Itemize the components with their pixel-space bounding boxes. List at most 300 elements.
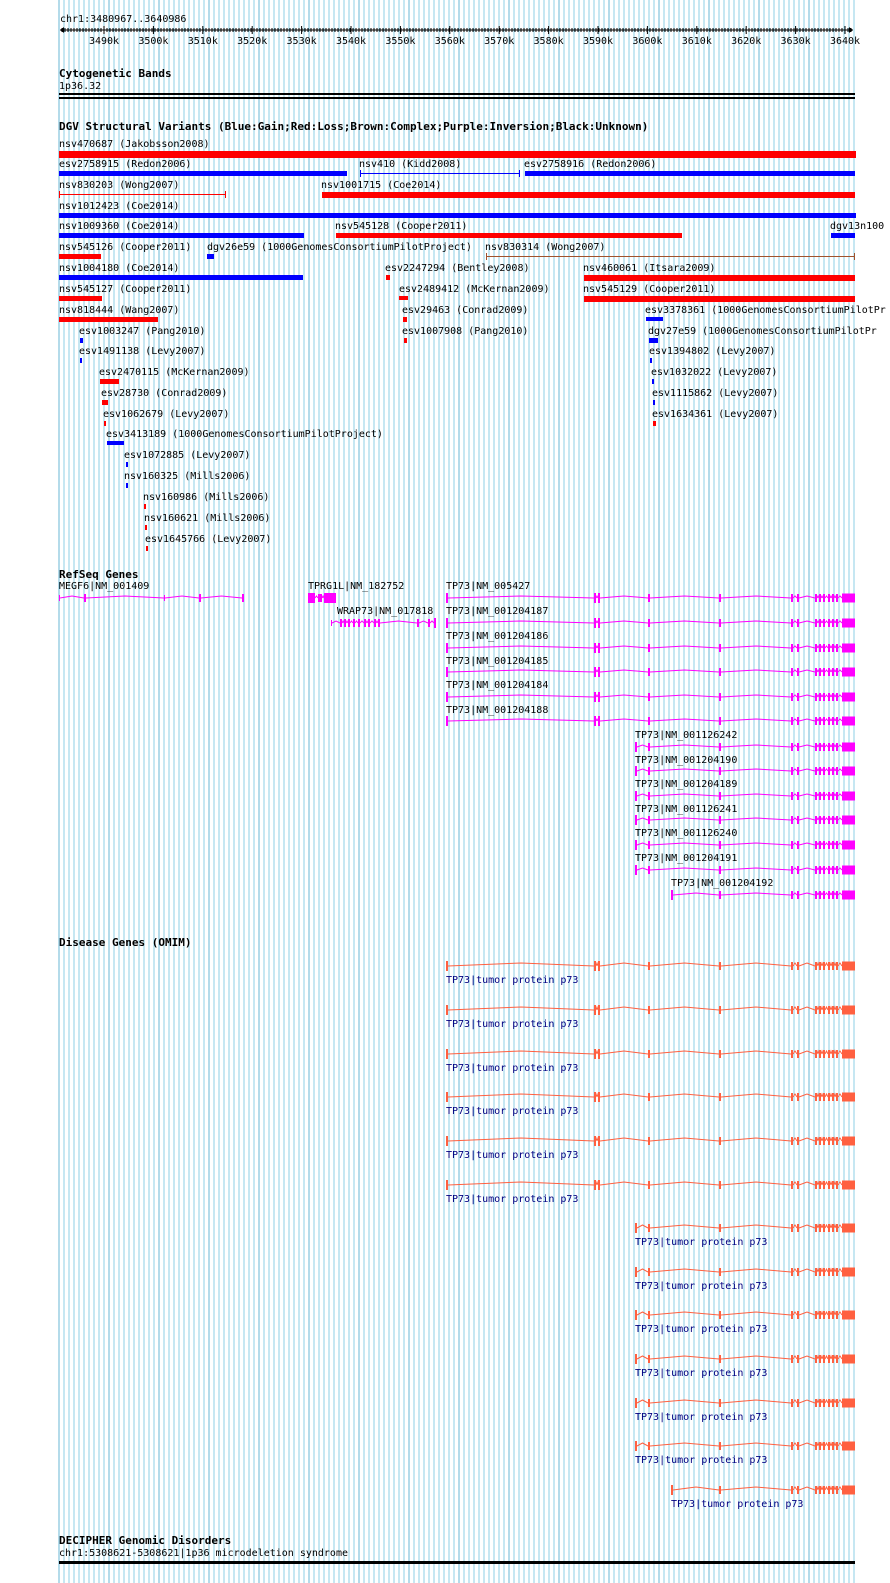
gene-exon — [815, 1355, 817, 1363]
gene-exon — [815, 1399, 817, 1407]
gene-exon — [797, 1442, 799, 1450]
gene-exon — [340, 619, 342, 627]
gene-exon — [828, 816, 830, 824]
refseq-gene-label: TP73|NM_001204191 — [635, 853, 738, 864]
omim-track-title: Disease Genes (OMIM) — [59, 936, 192, 949]
refseq-gene-model[interactable] — [444, 714, 857, 728]
gene-exon — [446, 667, 448, 677]
dgv-variant-label: nsv830314 (Wong2007) — [485, 242, 606, 253]
gene-exon — [598, 1049, 600, 1059]
gene-exon — [832, 1399, 834, 1407]
omim-gene-label: TP73|tumor protein p73 — [635, 1412, 768, 1423]
refseq-gene-label: TP73|NM_001204186 — [446, 631, 549, 642]
dgv-variant-label: esv1645766 (Levy2007) — [145, 534, 272, 545]
gene-exon — [797, 743, 799, 751]
gene-exon — [842, 1311, 855, 1320]
gene-exon — [348, 619, 350, 627]
refseq-gene-label: TP73|NM_001204192 — [671, 878, 774, 889]
omim-gene-model[interactable] — [444, 1090, 857, 1104]
ruler-range-label: chr1:3480967..3640986 — [60, 14, 187, 25]
dgv-variant-bar[interactable] — [104, 421, 106, 426]
gene-exon — [446, 1180, 448, 1190]
omim-gene-model[interactable] — [633, 1439, 857, 1453]
gene-exon — [719, 1355, 721, 1363]
gene-exon — [797, 1486, 799, 1494]
gene-exon — [823, 1006, 825, 1014]
refseq-gene-model[interactable] — [444, 591, 857, 605]
gene-exon — [832, 1311, 834, 1319]
dgv-variant-bar[interactable] — [207, 254, 214, 259]
dgv-variant-cap — [59, 191, 60, 198]
dgv-variant-bar[interactable] — [59, 254, 101, 259]
dgv-variant-bar[interactable] — [831, 233, 855, 238]
gene-exon — [635, 815, 637, 825]
gene-exon — [828, 1399, 830, 1407]
dgv-variant-bar[interactable] — [653, 421, 656, 426]
dgv-variant-bar[interactable] — [486, 256, 855, 257]
refseq-gene-model[interactable] — [306, 591, 338, 605]
dgv-variant-bar[interactable] — [646, 317, 663, 321]
omim-gene-model[interactable] — [633, 1396, 857, 1410]
ruler-tick-label: 3640k — [829, 36, 861, 47]
gene-exon — [791, 619, 793, 627]
gene-exon — [828, 1355, 830, 1363]
refseq-gene-model[interactable] — [669, 888, 857, 902]
gene-exon — [836, 1399, 838, 1407]
gene-exon — [836, 1486, 838, 1494]
dgv-variant-bar[interactable] — [102, 400, 108, 405]
gene-exon — [823, 962, 825, 970]
gene-exon — [797, 1355, 799, 1363]
gene-exon — [815, 743, 817, 751]
gene-exon — [797, 1050, 799, 1058]
dgv-variant-label: esv2489412 (McKernan2009) — [399, 284, 550, 295]
gene-exon — [823, 668, 825, 676]
gene-exon — [594, 593, 596, 603]
refseq-gene-model[interactable] — [329, 616, 438, 630]
gene-exon — [823, 644, 825, 652]
gene-exon — [797, 1399, 799, 1407]
gene-exon — [791, 594, 793, 602]
gene-exon — [832, 1442, 834, 1450]
gene-intron — [60, 596, 242, 598]
gene-exon — [598, 961, 600, 971]
gene-exon — [594, 692, 596, 702]
dgv-variant-label: nsv410 (Kidd2008) — [359, 159, 462, 170]
gene-exon — [797, 717, 799, 725]
gene-exon — [797, 693, 799, 701]
gene-exon — [815, 1442, 817, 1450]
gene-exon — [819, 1311, 821, 1319]
gene-exon — [828, 1311, 830, 1319]
ruler-tick-label: 3620k — [731, 36, 762, 47]
gene-exon — [594, 1005, 596, 1015]
dgv-variant-bar[interactable] — [403, 317, 407, 322]
gene-exon — [797, 668, 799, 676]
gene-exon — [828, 962, 830, 970]
gene-exon — [648, 1399, 650, 1407]
gene-exon — [59, 595, 60, 601]
ruler-tick-label: 3530k — [286, 36, 317, 47]
gene-exon — [819, 792, 821, 800]
gene-exon — [797, 816, 799, 824]
omim-gene-model[interactable] — [633, 1221, 857, 1235]
dgv-variant-bar[interactable] — [126, 462, 128, 467]
gene-exon — [719, 1224, 721, 1232]
ruler-tick-label: 3540k — [335, 36, 367, 47]
gene-exon — [815, 1181, 817, 1189]
gene-exon — [719, 891, 721, 899]
gene-exon — [823, 1355, 825, 1363]
gene-exon — [324, 593, 336, 603]
dgv-variant-cap — [854, 253, 855, 260]
gene-exon — [446, 618, 448, 628]
omim-gene-label: TP73|tumor protein p73 — [446, 1194, 579, 1205]
gene-exon — [828, 644, 830, 652]
gene-exon — [791, 891, 793, 899]
gene-exon — [446, 593, 448, 603]
gene-exon — [719, 1311, 721, 1319]
gene-exon — [836, 792, 838, 800]
gene-exon — [836, 619, 838, 627]
ruler-tick-label: 3500k — [138, 36, 169, 47]
dgv-variant-bar[interactable] — [100, 379, 119, 384]
gene-exon — [648, 1442, 650, 1450]
dgv-variant-bar[interactable] — [80, 338, 83, 343]
gene-exon — [836, 1355, 838, 1363]
gene-exon — [823, 693, 825, 701]
gene-exon — [832, 668, 834, 676]
omim-gene-label: TP73|tumor protein p73 — [671, 1499, 804, 1510]
dgv-variant-bar[interactable] — [107, 441, 124, 445]
dgv-variant-bar[interactable] — [322, 192, 855, 198]
dgv-variant-label: esv2247294 (Bentley2008) — [385, 263, 530, 274]
dgv-variant-bar[interactable] — [59, 213, 856, 218]
dgv-variant-cap — [225, 191, 226, 198]
gene-exon — [164, 595, 165, 601]
refseq-gene-label: TP73|NM_001204189 — [635, 779, 738, 790]
dgv-variant-label: nsv460061 (Itsara2009) — [583, 263, 716, 274]
dgv-variant-bar[interactable] — [404, 338, 407, 343]
gene-exon — [815, 1006, 817, 1014]
gene-exon — [823, 1093, 825, 1101]
gene-intron — [448, 1182, 842, 1185]
dgv-variant-bar[interactable] — [59, 317, 158, 322]
refseq-gene-model[interactable] — [633, 789, 857, 803]
gene-intron — [637, 745, 842, 747]
gene-exon — [446, 1092, 448, 1102]
gene-exon — [815, 619, 817, 627]
omim-gene-label: TP73|tumor protein p73 — [446, 1106, 579, 1117]
gene-exon — [823, 1486, 825, 1494]
gene-exon — [836, 668, 838, 676]
gene-exon — [797, 1137, 799, 1145]
dgv-variant-bar[interactable] — [59, 171, 347, 176]
dgv-variant-bar[interactable] — [126, 483, 128, 488]
gene-exon — [823, 619, 825, 627]
gene-exon — [815, 767, 817, 775]
gene-exon — [719, 693, 721, 701]
omim-gene-label: TP73|tumor protein p73 — [446, 1063, 579, 1074]
omim-gene-model[interactable] — [444, 1178, 857, 1192]
gene-exon — [719, 1486, 721, 1494]
dgv-variant-label: esv1634361 (Levy2007) — [652, 409, 779, 420]
gene-exon — [815, 816, 817, 824]
gene-exon — [648, 1093, 650, 1101]
gene-exon — [719, 1006, 721, 1014]
refseq-gene-model[interactable] — [444, 690, 857, 704]
dgv-variant-label: esv2470115 (McKernan2009) — [99, 367, 250, 378]
gene-exon — [635, 1354, 637, 1364]
decipher-item-label[interactable]: chr1:5308621-5308621|1p36 microdeletion syndrome — [59, 1548, 348, 1559]
gene-exon — [819, 962, 821, 970]
gene-exon — [819, 1399, 821, 1407]
gene-exon — [815, 1486, 817, 1494]
gene-exon — [594, 716, 596, 726]
refseq-gene-model[interactable] — [633, 740, 857, 754]
gene-exon — [791, 792, 793, 800]
dgv-variant-bar[interactable] — [525, 171, 855, 176]
gene-exon — [648, 717, 650, 725]
dgv-variant-bar[interactable] — [360, 173, 520, 174]
ruler-tick-label: 3580k — [533, 36, 564, 47]
dgv-variant-label: esv1394802 (Levy2007) — [649, 346, 776, 357]
omim-gene-model[interactable] — [444, 1003, 857, 1017]
gene-exon — [648, 866, 650, 874]
gene-exon — [84, 594, 86, 602]
gene-exon — [648, 594, 650, 602]
gene-exon — [791, 644, 793, 652]
gene-exon — [819, 743, 821, 751]
gene-exon — [842, 1442, 855, 1451]
refseq-track-title: RefSeq Genes — [59, 568, 139, 581]
dgv-variant-bar[interactable] — [144, 504, 146, 509]
dgv-variant-bar[interactable] — [59, 194, 226, 195]
dgv-variant-bar[interactable] — [386, 275, 390, 280]
dgv-variant-bar[interactable] — [653, 400, 655, 405]
omim-gene-model[interactable] — [444, 959, 857, 973]
gene-exon — [819, 693, 821, 701]
gene-exon — [791, 767, 793, 775]
refseq-gene-label: TP73|NM_005427 — [446, 581, 531, 592]
gene-exon — [823, 1050, 825, 1058]
gene-exon — [648, 1311, 650, 1319]
gene-exon — [635, 791, 637, 801]
gene-exon — [836, 1093, 838, 1101]
refseq-gene-model[interactable] — [444, 616, 857, 630]
gene-exon — [823, 743, 825, 751]
omim-gene-model[interactable] — [633, 1308, 857, 1322]
gene-exon — [446, 1136, 448, 1146]
gene-exon — [648, 1268, 650, 1276]
dgv-variant-bar[interactable] — [80, 358, 82, 363]
gene-exon — [815, 1093, 817, 1101]
gene-exon — [832, 841, 834, 849]
gene-exon — [842, 594, 855, 603]
gene-exon — [832, 594, 834, 602]
gene-exon — [832, 1268, 834, 1276]
dgv-variant-bar[interactable] — [145, 525, 147, 530]
gene-exon — [828, 1224, 830, 1232]
gene-exon — [828, 1006, 830, 1014]
gene-exon — [828, 743, 830, 751]
gene-exon — [791, 1355, 793, 1363]
dgv-variant-label: nsv545128 (Cooper2011) — [335, 221, 468, 232]
refseq-gene-model[interactable] — [444, 641, 857, 655]
gene-exon — [842, 841, 855, 850]
gene-exon — [832, 767, 834, 775]
gene-intron — [448, 695, 842, 697]
gene-exon — [815, 717, 817, 725]
gene-exon — [815, 594, 817, 602]
refseq-gene-model[interactable] — [633, 863, 857, 877]
gene-exon — [836, 1268, 838, 1276]
refseq-gene-model[interactable] — [444, 665, 857, 679]
gene-intron — [637, 1269, 842, 1272]
gene-exon — [594, 1180, 596, 1190]
dgv-variant-bar[interactable] — [649, 338, 658, 343]
omim-gene-model[interactable] — [444, 1134, 857, 1148]
gene-exon — [648, 1224, 650, 1232]
cytoband-track-title: Cytogenetic Bands — [59, 67, 172, 80]
dgv-variant-bar[interactable] — [650, 358, 652, 363]
dgv-variant-bar[interactable] — [652, 379, 654, 384]
gene-exon — [719, 1399, 721, 1407]
dgv-variant-bar[interactable] — [584, 296, 855, 302]
omim-gene-model[interactable] — [669, 1483, 857, 1497]
gene-exon — [318, 594, 322, 602]
refseq-gene-label: TP73|NM_001126240 — [635, 828, 738, 839]
gene-intron — [637, 818, 842, 820]
gene-exon — [719, 816, 721, 824]
gene-exon — [832, 1050, 834, 1058]
gene-exon — [368, 619, 370, 627]
dgv-variant-bar[interactable] — [399, 296, 408, 300]
dgv-variant-bar[interactable] — [59, 275, 303, 280]
gene-exon — [791, 1311, 793, 1319]
gene-exon — [791, 743, 793, 751]
dgv-variant-bar[interactable] — [146, 546, 148, 551]
gene-exon — [828, 717, 830, 725]
gene-exon — [842, 693, 855, 702]
ruler-tick-label: 3510k — [187, 36, 218, 47]
gene-exon — [815, 962, 817, 970]
dgv-variant-bar[interactable] — [336, 233, 682, 238]
gene-exon — [828, 767, 830, 775]
gene-exon — [635, 742, 637, 752]
dgv-variant-label: nsv160621 (Mills2006) — [144, 513, 271, 524]
gene-exon — [446, 961, 448, 971]
gene-exon — [828, 866, 830, 874]
gene-exon — [815, 1268, 817, 1276]
gene-exon — [842, 1399, 855, 1408]
omim-gene-model[interactable] — [633, 1265, 857, 1279]
gene-exon — [823, 1268, 825, 1276]
gene-exon — [719, 841, 721, 849]
gene-exon — [823, 866, 825, 874]
gene-exon — [819, 891, 821, 899]
refseq-gene-model[interactable] — [633, 813, 857, 827]
gene-exon — [815, 792, 817, 800]
dgv-variant-bar[interactable] — [59, 151, 856, 158]
gene-exon — [594, 667, 596, 677]
gene-intron — [448, 1138, 842, 1141]
gene-exon — [815, 644, 817, 652]
omim-gene-model[interactable] — [633, 1352, 857, 1366]
gene-exon — [823, 1442, 825, 1450]
dgv-variant-bar[interactable] — [584, 275, 855, 281]
gene-intron — [637, 843, 842, 845]
ruler-tick-label: 3550k — [385, 36, 416, 47]
omim-gene-label: TP73|tumor protein p73 — [446, 975, 579, 986]
gene-exon — [828, 1137, 830, 1145]
refseq-gene-model[interactable] — [57, 591, 246, 605]
gene-exon — [832, 644, 834, 652]
gene-exon — [719, 1442, 721, 1450]
dgv-variant-label: dgv13n100 — [830, 221, 885, 232]
gene-intron — [637, 769, 842, 771]
gene-exon — [791, 1137, 793, 1145]
omim-gene-model[interactable] — [444, 1047, 857, 1061]
gene-exon — [648, 1355, 650, 1363]
gene-exon — [635, 1223, 637, 1233]
gene-exon — [671, 890, 673, 900]
gene-exon — [648, 1050, 650, 1058]
dgv-variant-bar[interactable] — [59, 296, 102, 301]
gene-exon — [823, 841, 825, 849]
gene-exon — [832, 1137, 834, 1145]
gene-exon — [648, 816, 650, 824]
refseq-gene-label: TP73|NM_001204185 — [446, 656, 549, 667]
gene-exon — [819, 644, 821, 652]
gene-exon — [819, 619, 821, 627]
gene-exon — [791, 668, 793, 676]
gene-exon — [819, 717, 821, 725]
ruler-tick-label: 3600k — [632, 36, 663, 47]
gene-intron — [637, 794, 842, 796]
omim-gene-label: TP73|tumor protein p73 — [635, 1368, 768, 1379]
refseq-gene-label: WRAP73|NM_017818 — [337, 606, 434, 617]
gene-exon — [823, 792, 825, 800]
gene-exon — [719, 743, 721, 751]
gene-exon — [828, 891, 830, 899]
gene-exon — [823, 1224, 825, 1232]
gene-exon — [797, 792, 799, 800]
gene-exon — [823, 767, 825, 775]
omim-gene-label: TP73|tumor protein p73 — [446, 1150, 579, 1161]
gene-exon — [823, 594, 825, 602]
gene-exon — [791, 1093, 793, 1101]
dgv-variant-bar[interactable] — [59, 233, 304, 238]
gene-exon — [819, 668, 821, 676]
gene-exon — [836, 717, 838, 725]
dgv-variant-label: nsv1012423 (Coe2014) — [59, 201, 180, 212]
gene-exon — [836, 962, 838, 970]
refseq-gene-label: TP73|NM_001204190 — [635, 755, 738, 766]
refseq-gene-model[interactable] — [633, 764, 857, 778]
gene-exon — [828, 1442, 830, 1450]
gene-exon — [635, 840, 637, 850]
gene-exon — [819, 767, 821, 775]
gene-exon — [446, 692, 448, 702]
refseq-gene-model[interactable] — [633, 838, 857, 852]
gene-exon — [832, 1224, 834, 1232]
gene-exon — [836, 816, 838, 824]
gene-exon — [836, 767, 838, 775]
gene-exon — [828, 693, 830, 701]
gene-exon — [635, 766, 637, 776]
gene-exon — [797, 866, 799, 874]
